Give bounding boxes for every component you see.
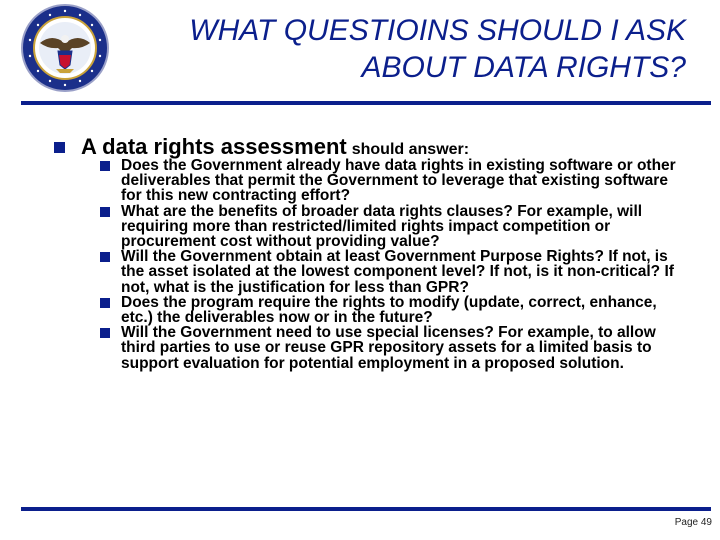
- title-divider: [21, 101, 711, 105]
- square-bullet-icon: [100, 298, 110, 308]
- main-bullet-lead: A data rights assessment: [81, 134, 347, 159]
- list-item: [100, 295, 680, 325]
- sub-bullet-text: Will the Government need to use special licenses? For example, to allow third parties to use or reuse GPR repository assets for a limited basis to support evaluation for potential employment in a proposed solution.: [121, 324, 656, 372]
- list-item: [100, 158, 680, 204]
- square-bullet-icon: [100, 207, 110, 217]
- list-item: [100, 249, 680, 295]
- footer-divider: [21, 507, 711, 511]
- sub-bullet-list: [100, 158, 680, 371]
- sub-bullet-text: Does the Government already have data rights in existing software or other deliverables that permit the Government to leverage that existing software for this new contracting effort?: [121, 157, 676, 205]
- square-bullet-icon: [54, 142, 65, 153]
- square-bullet-icon: [100, 252, 110, 262]
- list-item: [100, 325, 680, 371]
- sub-bullet-text: Does the program require the rights to modify (update, correct, enhance, etc.) the deliverables now or in the future?: [121, 293, 657, 327]
- main-bullet-rest: should answer:: [351, 141, 470, 158]
- square-bullet-icon: [100, 328, 110, 338]
- list-item: [100, 204, 680, 250]
- page-number: Page 49: [674, 517, 712, 528]
- slide-title: [130, 12, 686, 86]
- slide-title-line-2: ABOUT DATA RIGHTS?: [361, 51, 686, 84]
- department-of-defense-seal-icon: [20, 3, 110, 93]
- sub-bullet-text: What are the benefits of broader data rights clauses? For example, will requiring more than restricted/limited rights impact competition or procurement cost without providing value?: [121, 202, 643, 251]
- square-bullet-icon: [100, 161, 110, 171]
- slide-title-line-1: WHAT QUESTIOINS SHOULD I ASK: [189, 14, 686, 47]
- sub-bullet-text: Will the Government obtain at least Government Purpose Rights? If not, is the asset isolated at the lowest component level? If not, is it non-critical? If not, what is the justification for less than GPR?: [121, 248, 674, 296]
